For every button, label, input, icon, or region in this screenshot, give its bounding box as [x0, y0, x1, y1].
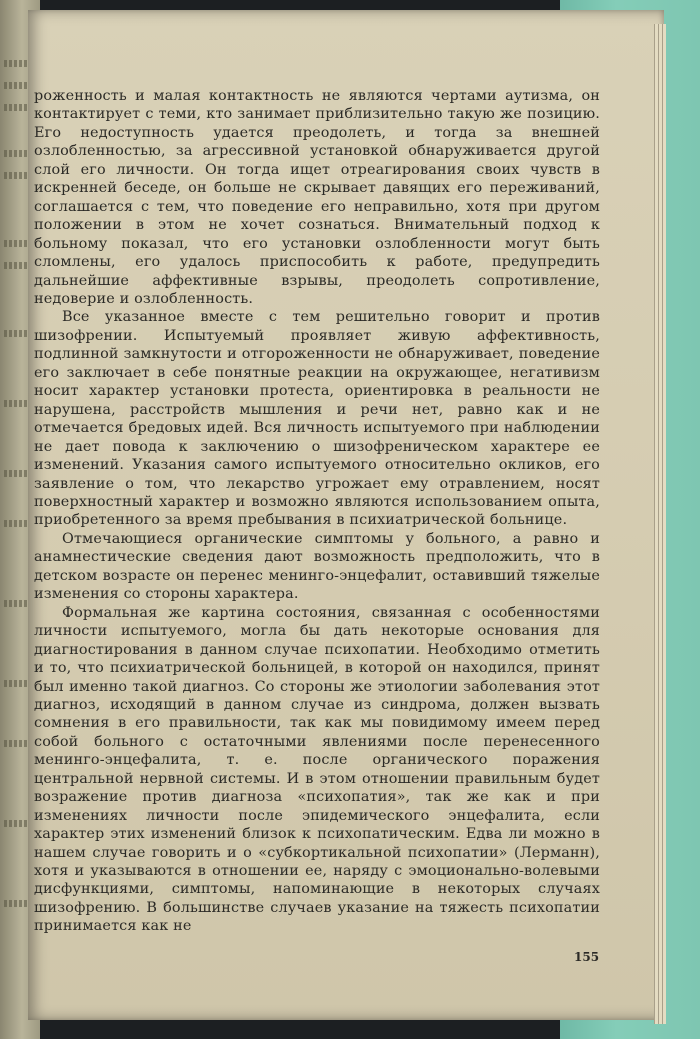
paragraph: Формальная же картина состояния, связанная с особенностями личности испытуемого, могла бы дать некоторые основания для диагностирования в данном случае психопатии. Необходимо отметить и то, что психиатрической больницей, в которой он находился, принят был именно такой диагноз. Со стороны же этиологии заболевания этот диагноз, исходящий в данном случае из синдрома, должен вызвать сомнения в его правильности, так как мы повидимому имеем перед собой больного с остаточными явлениями после перенесенного менинго-энцефалита, т. е. после органического поражения центральной нервной системы. И в этом отношении правильным будет возражение против диагноза «психопатия», так же как и при изменениях личности после эпидемического энцефалита, если характер этих изменений близок к психопатическим. Едва ли можно в нашем случае говорить и о «субкортикальной психопатии» (Лерманн), хотя и указываются в отношении ее, наряду с эмоционально-волевыми дисфункциями, симптомы, напоминающие в некоторых случаях шизофрению. В большинстве случаев указание на тяжесть психопатии принимается как не	[34, 604, 600, 935]
paragraph: роженность и малая контактность не являются чертами аутизма, он контактирует с теми, кто занимает приблизительно такую же позицию. Его недоступность удается преодолеть, и тогда за внешней озлобленностью, за агрессивной установкой обнаруживается другой слой его личности. Он тогда ищет отреагирования своих чувств в искренней беседе, он больше не скрывает давящих его переживаний, соглашается с тем, что поведение его неправильно, хотя при другом положении в этом не хочет сознаться. Внимательный подход к больному показал, что его установки озлобленности могут быть сломлены, его удалось приспособить к работе, предупредить дальнейшие аффективные взрывы, преодолеть сопротивление, недоверие и озлобленность.	[34, 88, 600, 307]
body-text	[34, 87, 600, 936]
page-edge	[662, 24, 666, 1024]
book-page	[28, 10, 664, 1020]
paragraph: Отмечающиеся органические симптомы у больного, а равно и анамнестические сведения дают возможность предположить, что в детском возрасте он перенес менинго-энцефалит, оставивший тяжелые изменения со стороны характера.	[34, 530, 600, 603]
page-number: 155	[574, 950, 600, 964]
paragraph: Все указанное вместе с тем решительно говорит и против шизофрении. Испытуемый проявляет живую аффективность, подлинной замкнутости и отгороженности не обнаруживает, поведение его заключает в себе понятные реакции на окружающее, негативизм носит характер установки протеста, ориентировка в реальности не нарушена, расстройств мышления и речи нет, равно как и не отмечается бредовых идей. Вся личность испытуемого при наблюдении не дает повода к заключению о шизофреническом характере ее изменений. Указания самого испытуемого относительно окликов, его заявление о том, что лекарство угрожает ему отравлением, носят поверхностный характер и возможно являются использованием опыта, приобретенного за время пребывания в психиатрической больнице.	[34, 309, 600, 529]
